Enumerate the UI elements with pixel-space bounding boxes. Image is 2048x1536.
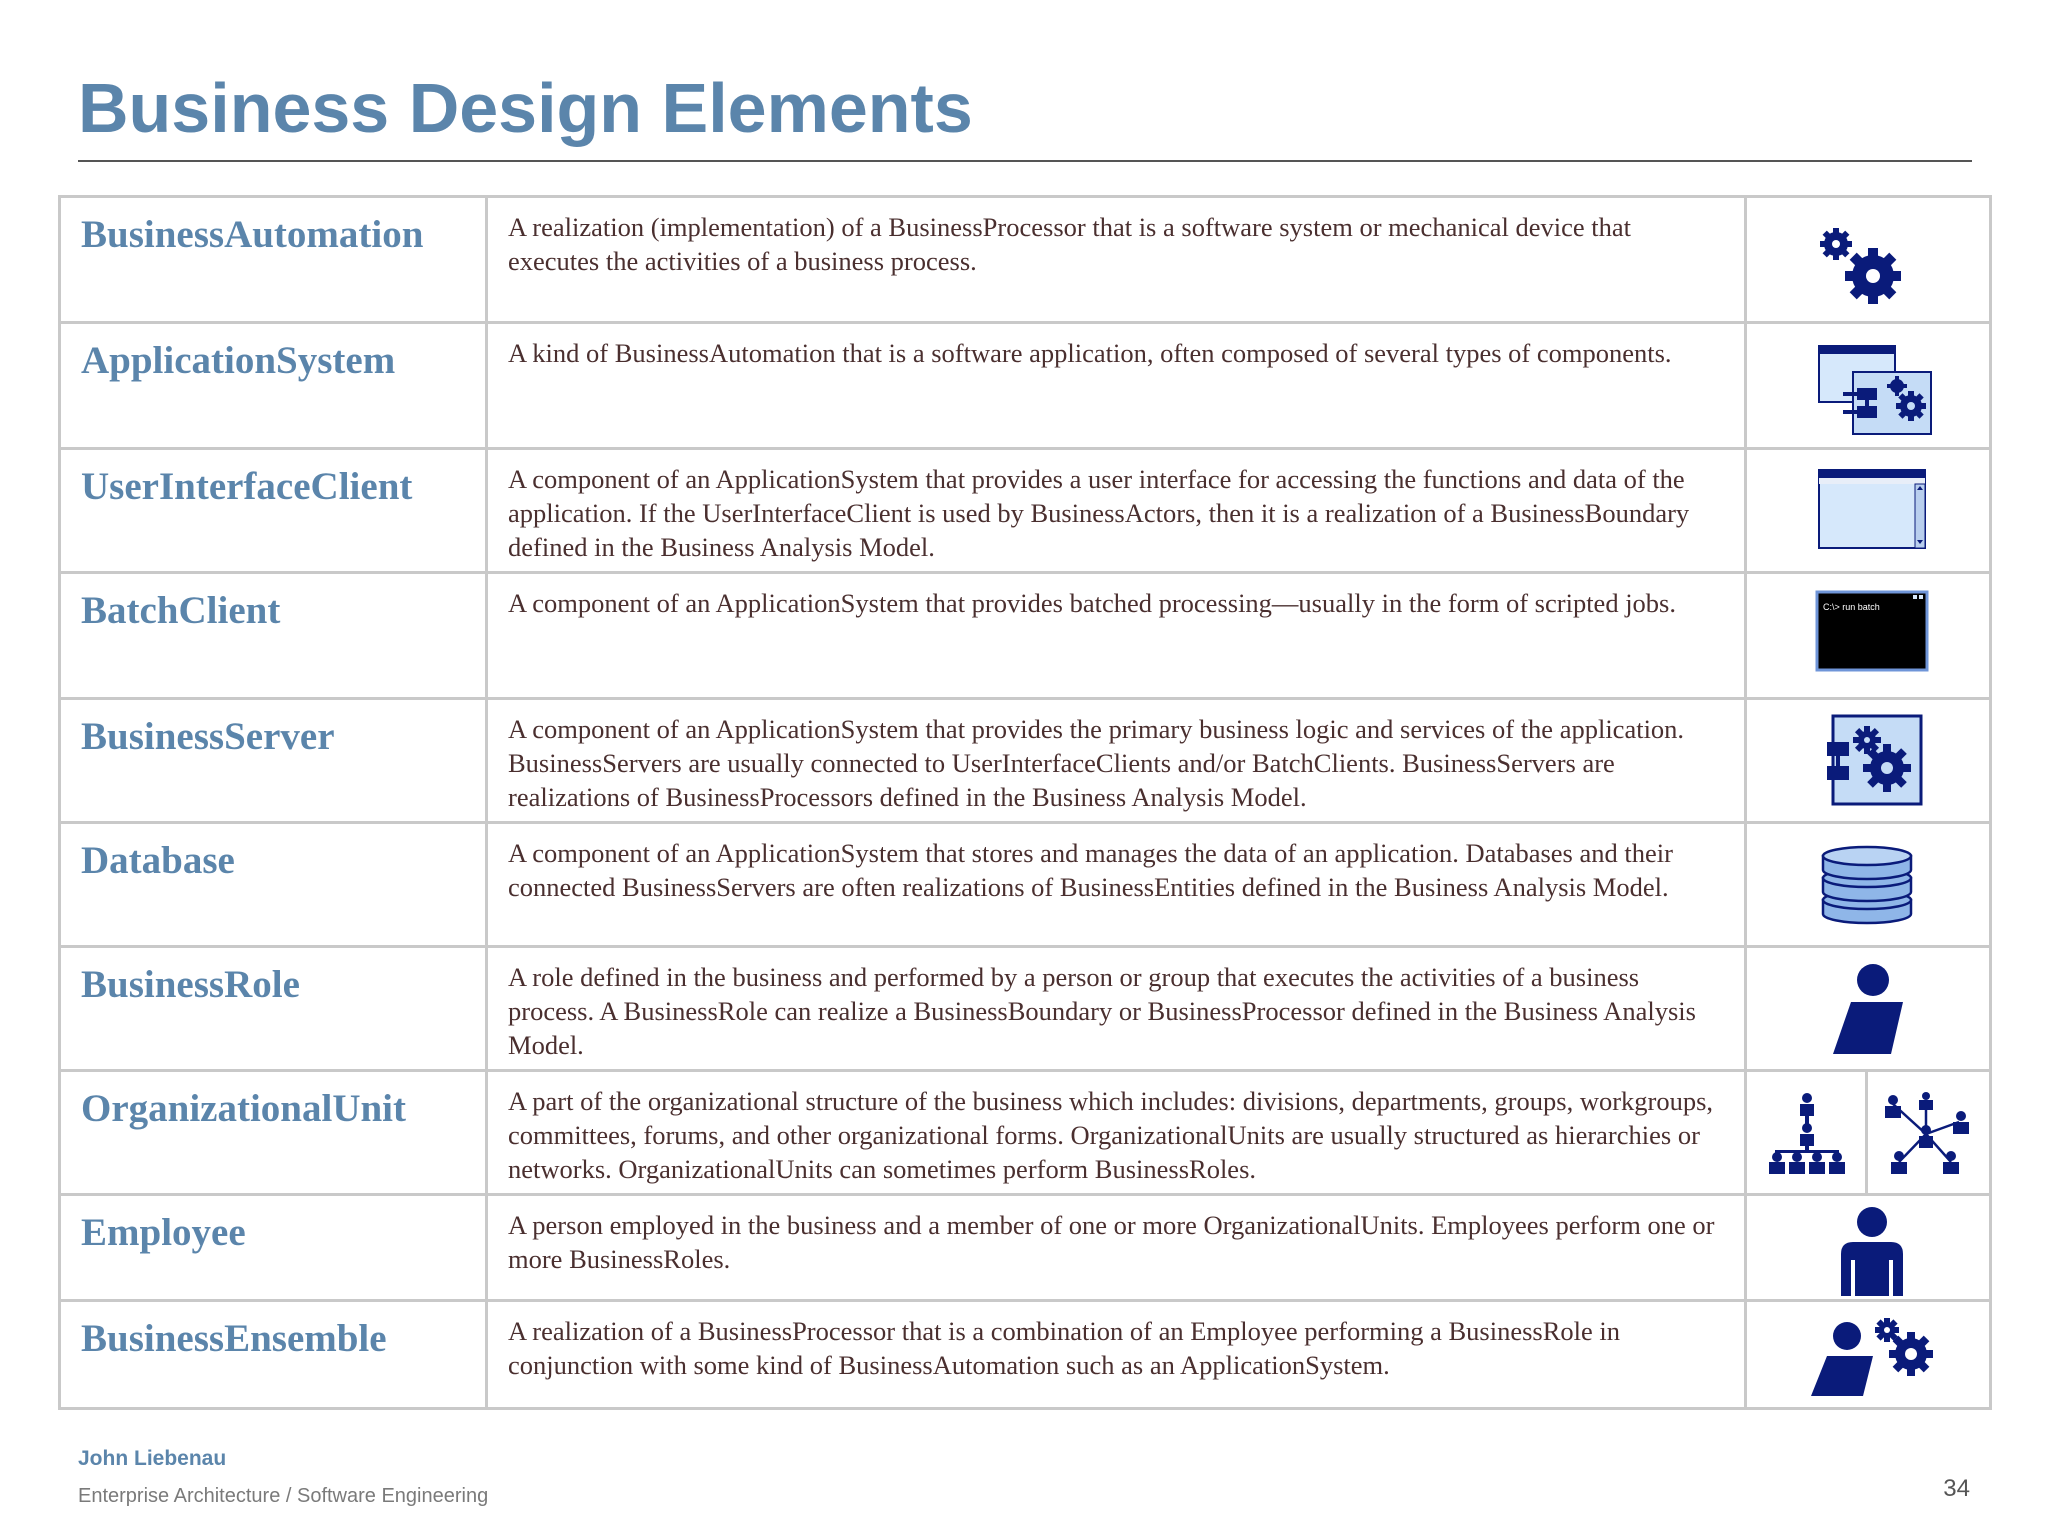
element-description: A component of an ApplicationSystem that stores and manages the data of an application. Databases and their connected BusinessServers are often realizations of BusinessEntities defined in the Business Analysis Model.: [487, 823, 1746, 947]
table-row: [60, 1195, 1991, 1301]
element-term: Database: [60, 823, 487, 947]
element-description: A part of the organizational structure of the business which includes: divisions, departments, groups, workgroups, committees, forums, and other organizational forms. OrganizationalUnits are usually structured as hierarchies or networks. OrganizationalUnits can sometimes perform BusinessRoles.: [487, 1071, 1746, 1195]
table-row: [60, 947, 1991, 1071]
element-description: A component of an ApplicationSystem that provides the primary business logic and services of the application. BusinessServers are usually connected to UserInterfaceClients and/or BatchClients. BusinessServers are realizations of BusinessProcessors defined in the Business Analysis Model.: [487, 699, 1746, 823]
title-divider: [78, 160, 1972, 162]
element-description: A realization of a BusinessProcessor that is a combination of an Employee performing a BusinessRole in conjunction with some kind of BusinessAutomation such as an ApplicationSystem.: [487, 1301, 1746, 1409]
element-icon-cell: [1746, 1195, 1991, 1301]
footer-course: Enterprise Architecture / Software Engineering: [78, 1485, 489, 1507]
table-row: [60, 1071, 1991, 1195]
element-description: A component of an ApplicationSystem that provides batched processing—usually in the form of scripted jobs.: [487, 573, 1746, 699]
element-icon-cell: [1746, 947, 1991, 1071]
employee-icon: [1837, 1206, 1907, 1298]
element-icon-cell: [1746, 699, 1991, 823]
database-icon: [1817, 842, 1917, 926]
design-elements-table: [58, 195, 1992, 1410]
element-icon-cell: [1746, 323, 1991, 449]
element-icon-cell: [1746, 573, 1991, 699]
org-hierarchy-icon: [1765, 1092, 1849, 1176]
org-network-icon: [1881, 1092, 1971, 1176]
element-icon-cell: [1746, 1301, 1991, 1409]
gears-icon: [1811, 226, 1921, 306]
table-row: [60, 323, 1991, 449]
ensemble-icon: [1807, 1318, 1939, 1398]
element-description: A person employed in the business and a member of one or more OrganizationalUnits. Employees perform one or more BusinessRoles.: [487, 1195, 1746, 1301]
element-term: BatchClient: [60, 573, 487, 699]
table-row: [60, 573, 1991, 699]
element-term: UserInterfaceClient: [60, 449, 487, 573]
element-description: A kind of BusinessAutomation that is a software application, often composed of several types of components.: [487, 323, 1746, 449]
element-term: BusinessRole: [60, 947, 487, 1071]
table-row: [60, 699, 1991, 823]
table-row: [60, 197, 1991, 323]
element-term: Employee: [60, 1195, 487, 1301]
table-row: [60, 449, 1991, 573]
table-row: [60, 1301, 1991, 1409]
element-icon-cell: [1746, 823, 1991, 947]
application-windows-icon: [1817, 344, 1937, 440]
table-row: [60, 823, 1991, 947]
footer-author: John Liebenau: [78, 1447, 227, 1470]
element-term: BusinessAutomation: [60, 197, 487, 323]
element-icon-cell: [1746, 1071, 1991, 1195]
page-number: 34: [1943, 1475, 1970, 1502]
icon-cell-divider: [1865, 1072, 1868, 1193]
console-window-icon: [1815, 590, 1931, 674]
element-description: A realization (implementation) of a BusinessProcessor that is a software system or mechanical device that executes the activities of a business process.: [487, 197, 1746, 323]
element-description: A role defined in the business and performed by a person or group that executes the activities of a business process. A BusinessRole can realize a BusinessBoundary or BusinessProcessor defined in the Business Analysis Model.: [487, 947, 1746, 1071]
slide-title: Business Design Elements: [78, 69, 973, 147]
element-term: OrganizationalUnit: [60, 1071, 487, 1195]
server-component-icon: [1825, 714, 1925, 810]
element-term: ApplicationSystem: [60, 323, 487, 449]
element-description: A component of an ApplicationSystem that provides a user interface for accessing the functions and data of the application. If the UserInterfaceClient is used by BusinessActors, then it is a realization of a BusinessBoundary defined in the Business Analysis Model.: [487, 449, 1746, 573]
element-icon-cell: [1746, 449, 1991, 573]
role-person-icon: [1829, 960, 1909, 1060]
element-term: BusinessServer: [60, 699, 487, 823]
element-term: BusinessEnsemble: [60, 1301, 487, 1409]
window-icon: [1817, 468, 1929, 552]
element-icon-cell: [1746, 197, 1991, 323]
console-text: C:\> run batch: [1823, 602, 1880, 612]
